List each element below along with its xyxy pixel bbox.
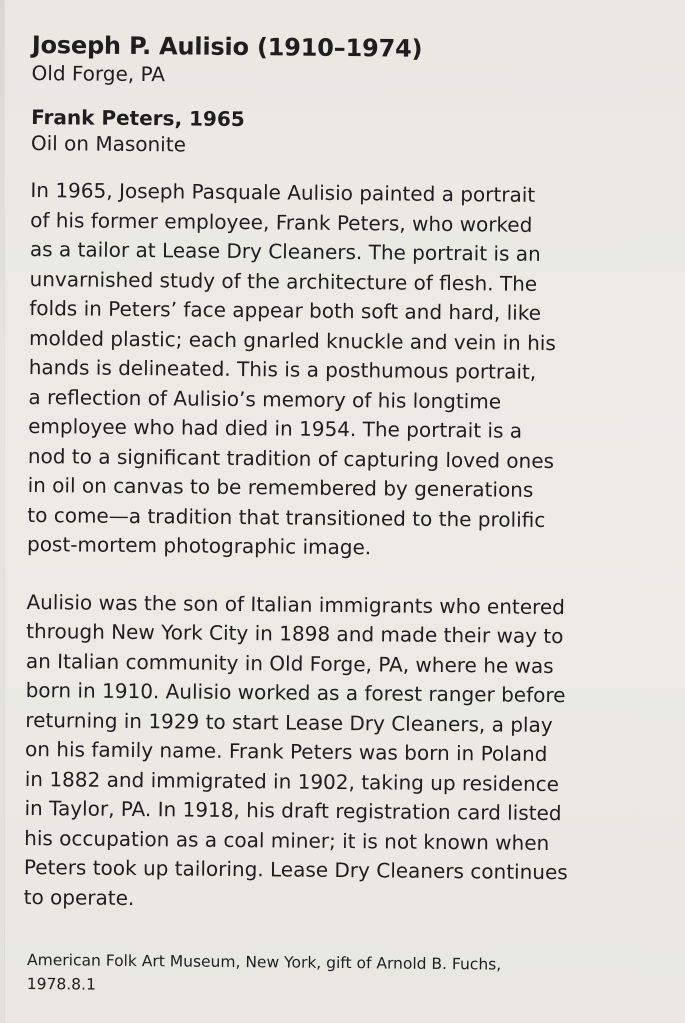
paragraph-line: in oil on canvas to be remembered by generations [27,472,534,502]
paragraph-line: a reflection of Aulisio’s memory of his longtime [28,384,502,414]
credit-line-text: American Folk Art Museum, New York, gift of Arnold B. Fuchs, [26,950,502,974]
paragraph-line: born in 1910. Aulisio worked as a forest ranger before [25,677,566,708]
paragraph-line: an Italian community in Old Forge, PA, where he was [25,648,554,678]
paragraph-line: hands is delineated. This is a posthumous portrait, [28,354,537,384]
paragraph-line: In 1965, Joseph Pasquale Aulisio painted a portrait [30,177,536,207]
paragraph-line: post-mortem photographic image. [26,531,372,560]
paragraph-line: Aulisio was the son of Italian immigrants who entered [26,589,566,619]
paragraph-line: on his family name. Frank Peters was born in Poland [24,736,548,766]
credit-accession-number: 1978.8.1 [26,974,96,994]
artist-name: Joseph P. Aulisio (1910–1974) [31,30,423,63]
paragraph-line: folds in Peters’ face appear both soft and hard, like [29,295,542,325]
paragraph-line: to operate. [23,884,135,910]
paragraph-line: in 1882 and immigrated in 1902, taking up residence [24,766,560,796]
paragraph-line: Peters took up tailoring. Lease Dry Cleaners continues [23,854,568,885]
paragraph-line: to come—a tradition that transitioned to the prolific [27,502,546,532]
credit-line [27,948,653,1002]
paragraph-line: returning in 1929 to start Lease Dry Cleaners, a play [25,707,553,737]
paragraph-line: his occupation as a coal miner; it is not known when [24,825,550,855]
paragraph-line: as a tailor at Lease Dry Cleaners. The portrait is an [29,236,541,266]
paragraph-line: through New York City in 1898 and made their way to [26,618,564,649]
description-paragraph-1 [27,176,661,566]
artist-place: Old Forge, PA [31,60,166,87]
museum-label-card [4,0,685,1023]
work-title: Frank Peters, 1965 [31,104,245,132]
label-text-block [23,30,662,1002]
paragraph-line: molded plastic; each gnarled knuckle and vein in his [28,325,556,355]
paragraph-line: in Taylor, PA. In 1918, his draft registration card listed [24,795,562,826]
description-paragraph-2 [24,587,657,918]
work-medium: Oil on Masonite [30,130,187,157]
paragraph-line: unvarnished study of the architecture of flesh. The [29,266,538,296]
paragraph-line: nod to a significant tradition of capturing loved ones [27,443,555,473]
paragraph-line: employee who had died in 1954. The portrait is a [28,413,523,443]
paragraph-line: of his former employee, Frank Peters, who worked [30,207,533,237]
